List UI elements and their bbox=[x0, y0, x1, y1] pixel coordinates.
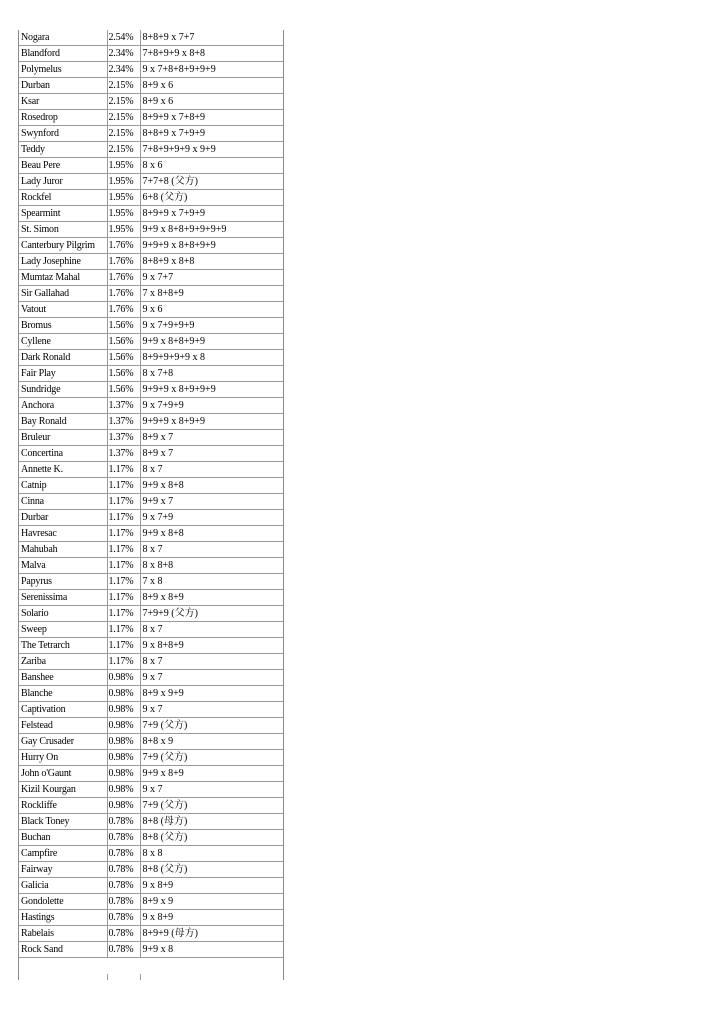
table-row bbox=[19, 942, 283, 958]
table-row bbox=[19, 254, 283, 270]
blood-percentage-cell: 0.98% bbox=[107, 750, 140, 766]
blood-percentage-cell: 1.56% bbox=[107, 318, 140, 334]
inbreeding-cross-cell: 9 x 8+8+9 bbox=[140, 638, 283, 654]
horse-name-cell: Black Toney bbox=[19, 814, 107, 830]
table-row bbox=[19, 558, 283, 574]
blood-percentage-cell: 2.15% bbox=[107, 94, 140, 110]
inbreeding-cross-cell: 7+9 (父方) bbox=[140, 798, 283, 814]
blood-percentage-cell: 0.98% bbox=[107, 734, 140, 750]
blood-percentage-cell: 1.17% bbox=[107, 574, 140, 590]
horse-name-cell: Concertina bbox=[19, 446, 107, 462]
inbreeding-cross-cell: 8+9 x 9+9 bbox=[140, 686, 283, 702]
column-divider bbox=[107, 974, 108, 980]
horse-name-cell: Gondolette bbox=[19, 894, 107, 910]
horse-name-cell: Polymelus bbox=[19, 62, 107, 78]
table-bottom-edge bbox=[19, 974, 283, 980]
blood-percentage-cell: 1.17% bbox=[107, 638, 140, 654]
blood-percentage-cell: 0.78% bbox=[107, 910, 140, 926]
inbreeding-cross-cell: 9 x 7+9+9+9 bbox=[140, 318, 283, 334]
inbreeding-cross-cell: 8+9 x 6 bbox=[140, 78, 283, 94]
blood-percentage-cell: 0.98% bbox=[107, 782, 140, 798]
blood-percentage-cell: 1.56% bbox=[107, 366, 140, 382]
horse-name-cell: Buchan bbox=[19, 830, 107, 846]
inbreeding-cross-cell: 8+9 x 7 bbox=[140, 446, 283, 462]
inbreeding-cross-cell: 9+9+9 x 8+8+9+9 bbox=[140, 238, 283, 254]
horse-name-cell: Gay Crusader bbox=[19, 734, 107, 750]
horse-name-cell: Annette K. bbox=[19, 462, 107, 478]
blood-percentage-cell: 1.37% bbox=[107, 446, 140, 462]
table-row bbox=[19, 830, 283, 846]
blood-percentage-cell: 1.17% bbox=[107, 542, 140, 558]
inbreeding-cross-cell: 7+9+9 (父方) bbox=[140, 606, 283, 622]
table-row bbox=[19, 702, 283, 718]
inbreeding-cross-cell: 9 x 7+7 bbox=[140, 270, 283, 286]
horse-name-cell: Hastings bbox=[19, 910, 107, 926]
blood-percentage-cell: 1.95% bbox=[107, 174, 140, 190]
blood-percentage-cell: 0.78% bbox=[107, 862, 140, 878]
inbreeding-cross-cell: 9+9 x 8+8+9+9+9+9 bbox=[140, 222, 283, 238]
table-row bbox=[19, 814, 283, 830]
inbreeding-cross-cell: 9 x 6 bbox=[140, 302, 283, 318]
horse-name-cell: Mahubah bbox=[19, 542, 107, 558]
inbreeding-cross-cell: 7+9 (父方) bbox=[140, 718, 283, 734]
blood-percentage-cell: 1.17% bbox=[107, 462, 140, 478]
blood-percentage-cell: 1.17% bbox=[107, 526, 140, 542]
inbreeding-cross-cell: 8+9+9 x 7+9+9 bbox=[140, 206, 283, 222]
table-row bbox=[19, 494, 283, 510]
blood-percentage-cell: 1.76% bbox=[107, 302, 140, 318]
table-row bbox=[19, 606, 283, 622]
inbreeding-cross-cell: 9+9 x 8+8 bbox=[140, 526, 283, 542]
horse-name-cell: Sir Gallahad bbox=[19, 286, 107, 302]
table-row bbox=[19, 446, 283, 462]
inbreeding-cross-cell: 8 x 8 bbox=[140, 846, 283, 862]
blood-percentage-cell: 0.98% bbox=[107, 686, 140, 702]
horse-name-cell: Cinna bbox=[19, 494, 107, 510]
blood-percentage-cell: 0.78% bbox=[107, 926, 140, 942]
horse-name-cell: Swynford bbox=[19, 126, 107, 142]
horse-name-cell: Nogara bbox=[19, 30, 107, 46]
inbreeding-cross-cell: 8 x 7 bbox=[140, 462, 283, 478]
inbreeding-cross-cell: 8 x 6 bbox=[140, 158, 283, 174]
inbreeding-cross-cell: 8+8+9 x 8+8 bbox=[140, 254, 283, 270]
table-row bbox=[19, 798, 283, 814]
blood-percentage-cell: 1.76% bbox=[107, 270, 140, 286]
inbreeding-cross-cell: 7 x 8 bbox=[140, 574, 283, 590]
table-row bbox=[19, 158, 283, 174]
blood-percentage-cell: 2.54% bbox=[107, 30, 140, 46]
table-row bbox=[19, 366, 283, 382]
horse-name-cell: Spearmint bbox=[19, 206, 107, 222]
inbreeding-cross-cell: 9+9 x 8+8 bbox=[140, 478, 283, 494]
table-row bbox=[19, 622, 283, 638]
inbreeding-cross-cell: 9+9+9 x 8+9+9+9 bbox=[140, 382, 283, 398]
table-row bbox=[19, 318, 283, 334]
blood-percentage-cell: 1.37% bbox=[107, 414, 140, 430]
blood-percentage-cell: 1.95% bbox=[107, 190, 140, 206]
inbreeding-cross-cell: 8+8 (母方) bbox=[140, 814, 283, 830]
blood-percentage-cell: 1.17% bbox=[107, 622, 140, 638]
horse-name-cell: Catnip bbox=[19, 478, 107, 494]
blood-percentage-cell: 1.56% bbox=[107, 350, 140, 366]
horse-name-cell: Blandford bbox=[19, 46, 107, 62]
horse-name-cell: Bay Ronald bbox=[19, 414, 107, 430]
table-row bbox=[19, 926, 283, 942]
blood-percentage-cell: 0.98% bbox=[107, 702, 140, 718]
blood-percentage-cell: 0.78% bbox=[107, 942, 140, 958]
horse-name-cell: Durbar bbox=[19, 510, 107, 526]
table-row bbox=[19, 542, 283, 558]
table-row bbox=[19, 270, 283, 286]
inbreeding-cross-cell: 8+8+9 x 7+9+9 bbox=[140, 126, 283, 142]
table-row bbox=[19, 30, 283, 46]
horse-name-cell: Dark Ronald bbox=[19, 350, 107, 366]
inbreeding-cross-cell: 7+8+9+9 x 8+8 bbox=[140, 46, 283, 62]
horse-name-cell: Hurry On bbox=[19, 750, 107, 766]
horse-name-cell: Bruleur bbox=[19, 430, 107, 446]
horse-name-cell: Havresac bbox=[19, 526, 107, 542]
inbreeding-cross-cell: 8 x 7 bbox=[140, 542, 283, 558]
blood-percentage-cell: 1.56% bbox=[107, 334, 140, 350]
inbreeding-cross-cell: 8+8+9 x 7+7 bbox=[140, 30, 283, 46]
table-row bbox=[19, 878, 283, 894]
inbreeding-cross-cell: 7+7+8 (父方) bbox=[140, 174, 283, 190]
horse-name-cell: Lady Josephine bbox=[19, 254, 107, 270]
inbreeding-cross-cell: 9 x 7 bbox=[140, 670, 283, 686]
inbreeding-cross-cell: 7+8+9+9+9 x 9+9 bbox=[140, 142, 283, 158]
horse-name-cell: John o'Gaunt bbox=[19, 766, 107, 782]
horse-name-cell: Felstead bbox=[19, 718, 107, 734]
horse-name-cell: Lady Juror bbox=[19, 174, 107, 190]
horse-name-cell: Mumtaz Mahal bbox=[19, 270, 107, 286]
table-row bbox=[19, 190, 283, 206]
inbreeding-cross-cell: 8 x 7 bbox=[140, 654, 283, 670]
horse-name-cell: Kizil Kourgan bbox=[19, 782, 107, 798]
blood-percentage-cell: 0.98% bbox=[107, 798, 140, 814]
horse-name-cell: Sundridge bbox=[19, 382, 107, 398]
table-row bbox=[19, 142, 283, 158]
table-row bbox=[19, 238, 283, 254]
table-row bbox=[19, 590, 283, 606]
horse-name-cell: Cyllene bbox=[19, 334, 107, 350]
table-row bbox=[19, 62, 283, 78]
blood-percentage-cell: 0.78% bbox=[107, 846, 140, 862]
table-row bbox=[19, 302, 283, 318]
horse-name-cell: Teddy bbox=[19, 142, 107, 158]
blood-percentage-cell: 1.95% bbox=[107, 206, 140, 222]
table-row bbox=[19, 94, 283, 110]
table-row bbox=[19, 174, 283, 190]
table-row bbox=[19, 654, 283, 670]
horse-name-cell: Sweep bbox=[19, 622, 107, 638]
table-row bbox=[19, 910, 283, 926]
inbreeding-cross-cell: 9 x 7 bbox=[140, 702, 283, 718]
inbreeding-cross-cell: 9 x 7+9+9 bbox=[140, 398, 283, 414]
table-row bbox=[19, 734, 283, 750]
table-row bbox=[19, 286, 283, 302]
blood-percentage-cell: 2.34% bbox=[107, 62, 140, 78]
horse-name-cell: Ksar bbox=[19, 94, 107, 110]
blood-percentage-cell: 1.95% bbox=[107, 158, 140, 174]
blood-percentage-cell: 1.17% bbox=[107, 510, 140, 526]
inbreeding-cross-cell: 8+8 (父方) bbox=[140, 830, 283, 846]
horse-name-cell: Papyrus bbox=[19, 574, 107, 590]
horse-name-cell: Fair Play bbox=[19, 366, 107, 382]
table-row bbox=[19, 766, 283, 782]
horse-name-cell: St. Simon bbox=[19, 222, 107, 238]
inbreeding-cross-cell: 9+9 x 8 bbox=[140, 942, 283, 958]
horse-name-cell: Banshee bbox=[19, 670, 107, 686]
ancestor-table-body bbox=[19, 30, 283, 958]
blood-percentage-cell: 1.76% bbox=[107, 238, 140, 254]
inbreeding-cross-cell: 9 x 7 bbox=[140, 782, 283, 798]
table-row bbox=[19, 462, 283, 478]
table-row bbox=[19, 510, 283, 526]
blood-percentage-cell: 2.15% bbox=[107, 110, 140, 126]
table-row bbox=[19, 478, 283, 494]
table-row bbox=[19, 574, 283, 590]
blood-percentage-cell: 0.78% bbox=[107, 814, 140, 830]
table-row bbox=[19, 718, 283, 734]
table-row bbox=[19, 782, 283, 798]
inbreeding-cross-cell: 8+9 x 7 bbox=[140, 430, 283, 446]
horse-name-cell: Zariba bbox=[19, 654, 107, 670]
inbreeding-cross-cell: 8+8 (父方) bbox=[140, 862, 283, 878]
inbreeding-cross-cell: 8+9+9 (母方) bbox=[140, 926, 283, 942]
inbreeding-cross-cell: 8+8 x 9 bbox=[140, 734, 283, 750]
blood-percentage-cell: 1.17% bbox=[107, 654, 140, 670]
table-row bbox=[19, 750, 283, 766]
blood-percentage-cell: 0.78% bbox=[107, 830, 140, 846]
table-row bbox=[19, 126, 283, 142]
blood-percentage-cell: 1.37% bbox=[107, 430, 140, 446]
horse-name-cell: Campfire bbox=[19, 846, 107, 862]
blood-percentage-cell: 2.34% bbox=[107, 46, 140, 62]
inbreeding-cross-cell: 9 x 8+9 bbox=[140, 878, 283, 894]
table-row bbox=[19, 430, 283, 446]
blood-percentage-cell: 1.76% bbox=[107, 254, 140, 270]
blood-percentage-cell: 1.17% bbox=[107, 478, 140, 494]
table-row bbox=[19, 686, 283, 702]
inbreeding-cross-cell: 8 x 8+8 bbox=[140, 558, 283, 574]
inbreeding-cross-cell: 9 x 7+9 bbox=[140, 510, 283, 526]
column-divider bbox=[140, 974, 141, 980]
table-row bbox=[19, 846, 283, 862]
table-row bbox=[19, 414, 283, 430]
blood-percentage-cell: 1.17% bbox=[107, 590, 140, 606]
blood-percentage-cell: 1.37% bbox=[107, 398, 140, 414]
inbreeding-cross-cell: 9+9+9 x 8+9+9 bbox=[140, 414, 283, 430]
horse-name-cell: Canterbury Pilgrim bbox=[19, 238, 107, 254]
table-row bbox=[19, 110, 283, 126]
blood-percentage-cell: 1.95% bbox=[107, 222, 140, 238]
inbreeding-cross-cell: 8+9+9+9+9 x 8 bbox=[140, 350, 283, 366]
horse-name-cell: Blanche bbox=[19, 686, 107, 702]
inbreeding-cross-cell: 8+9+9 x 7+8+9 bbox=[140, 110, 283, 126]
inbreeding-cross-cell: 9+9 x 8+8+9+9 bbox=[140, 334, 283, 350]
blood-percentage-cell: 2.15% bbox=[107, 78, 140, 94]
horse-name-cell: Captivation bbox=[19, 702, 107, 718]
inbreeding-cross-cell: 9 x 8+9 bbox=[140, 910, 283, 926]
horse-name-cell: The Tetrarch bbox=[19, 638, 107, 654]
blood-percentage-cell: 1.76% bbox=[107, 286, 140, 302]
blood-percentage-cell: 0.78% bbox=[107, 894, 140, 910]
blood-percentage-cell: 0.98% bbox=[107, 766, 140, 782]
horse-name-cell: Solario bbox=[19, 606, 107, 622]
blood-percentage-cell: 2.15% bbox=[107, 126, 140, 142]
inbreeding-cross-cell: 9+9 x 7 bbox=[140, 494, 283, 510]
inbreeding-cross-cell: 7+9 (父方) bbox=[140, 750, 283, 766]
horse-name-cell: Rockfel bbox=[19, 190, 107, 206]
inbreeding-cross-cell: 7 x 8+8+9 bbox=[140, 286, 283, 302]
blood-percentage-cell: 1.56% bbox=[107, 382, 140, 398]
horse-name-cell: Malva bbox=[19, 558, 107, 574]
blood-percentage-cell: 0.78% bbox=[107, 878, 140, 894]
horse-name-cell: Bromus bbox=[19, 318, 107, 334]
table-row bbox=[19, 526, 283, 542]
horse-name-cell: Rosedrop bbox=[19, 110, 107, 126]
blood-percentage-cell: 2.15% bbox=[107, 142, 140, 158]
table-row bbox=[19, 78, 283, 94]
horse-name-cell: Rabelais bbox=[19, 926, 107, 942]
inbreeding-cross-cell: 8 x 7 bbox=[140, 622, 283, 638]
horse-name-cell: Durban bbox=[19, 78, 107, 94]
horse-name-cell: Beau Pere bbox=[19, 158, 107, 174]
table-row bbox=[19, 670, 283, 686]
table-row bbox=[19, 862, 283, 878]
table-row bbox=[19, 206, 283, 222]
table-row bbox=[19, 398, 283, 414]
horse-name-cell: Rockliffe bbox=[19, 798, 107, 814]
horse-name-cell: Serenissima bbox=[19, 590, 107, 606]
blood-percentage-cell: 0.98% bbox=[107, 718, 140, 734]
inbreeding-cross-cell: 6+8 (父方) bbox=[140, 190, 283, 206]
inbreeding-cross-cell: 8+9 x 9 bbox=[140, 894, 283, 910]
inbreeding-cross-cell: 8+9 x 6 bbox=[140, 94, 283, 110]
ancestor-table-container bbox=[18, 30, 284, 980]
ancestor-table bbox=[19, 30, 283, 958]
inbreeding-cross-cell: 9 x 7+8+8+9+9+9 bbox=[140, 62, 283, 78]
inbreeding-cross-cell: 9+9 x 8+9 bbox=[140, 766, 283, 782]
blood-percentage-cell: 1.17% bbox=[107, 606, 140, 622]
horse-name-cell: Rock Sand bbox=[19, 942, 107, 958]
horse-name-cell: Vatout bbox=[19, 302, 107, 318]
inbreeding-cross-cell: 8+9 x 8+9 bbox=[140, 590, 283, 606]
table-row bbox=[19, 222, 283, 238]
horse-name-cell: Fairway bbox=[19, 862, 107, 878]
table-row bbox=[19, 382, 283, 398]
table-row bbox=[19, 46, 283, 62]
horse-name-cell: Anchora bbox=[19, 398, 107, 414]
table-row bbox=[19, 350, 283, 366]
blood-percentage-cell: 1.17% bbox=[107, 494, 140, 510]
horse-name-cell: Galicia bbox=[19, 878, 107, 894]
table-row bbox=[19, 894, 283, 910]
inbreeding-cross-cell: 8 x 7+8 bbox=[140, 366, 283, 382]
blood-percentage-cell: 0.98% bbox=[107, 670, 140, 686]
blood-percentage-cell: 1.17% bbox=[107, 558, 140, 574]
table-row bbox=[19, 638, 283, 654]
table-row bbox=[19, 334, 283, 350]
